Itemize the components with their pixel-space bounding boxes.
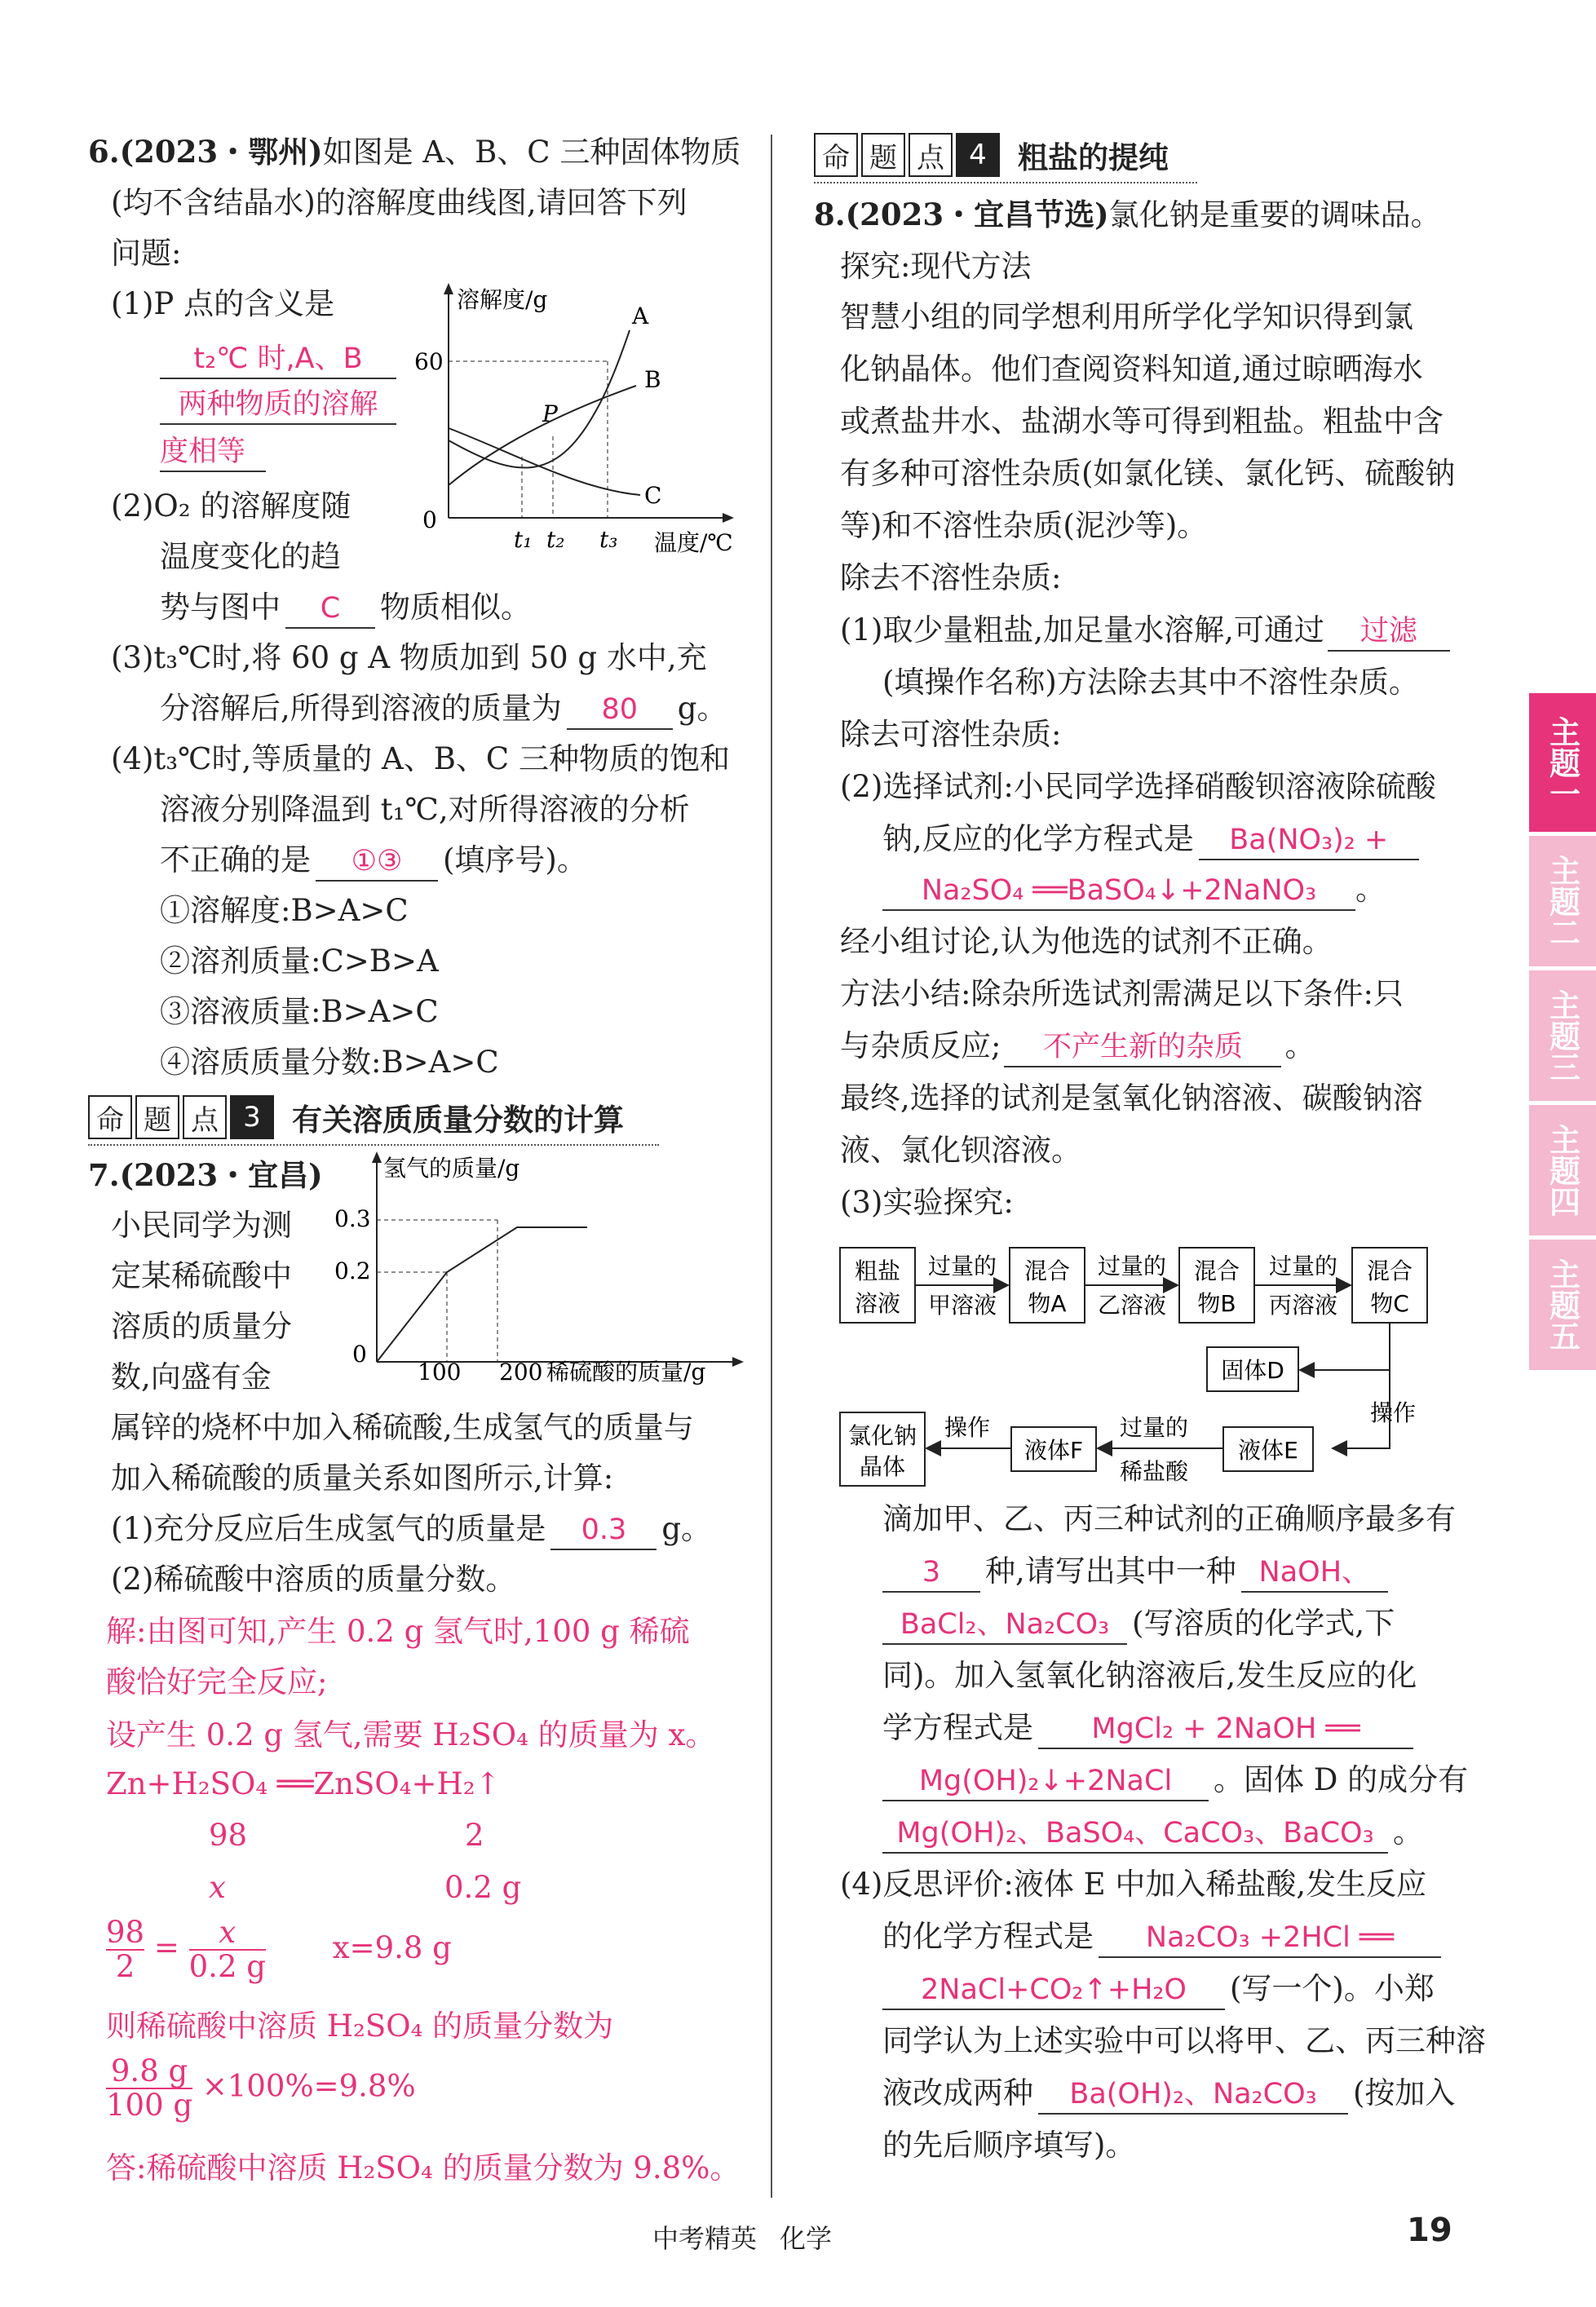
q8-line1: 探究:现代方法 <box>840 249 1032 284</box>
tab-topic-5[interactable]: 主题五 <box>1529 1240 1596 1370</box>
flow-text: 丙溶液 <box>1268 1292 1338 1319</box>
curve-c <box>449 428 640 495</box>
q8-part3: (3)实验探究: <box>840 1185 1014 1220</box>
text: 。 <box>1393 1814 1423 1850</box>
answer-blank[interactable]: ①③ <box>316 842 438 882</box>
text: 。 <box>1284 1028 1315 1063</box>
answer-blank[interactable]: 两种物质的溶解 <box>160 386 396 425</box>
section-header-4 <box>814 133 1197 177</box>
header-title: 有关溶质质量分数的计算 <box>292 1103 624 1138</box>
answer-blank[interactable]: Mg(OH)₂、BaSO₄、CaCO₃、BaCO₃ <box>882 1814 1388 1854</box>
q8-head: 8.(2023・宜昌节选) <box>814 197 1109 232</box>
q7-percentage <box>106 2055 416 2122</box>
text: 种,请写出其中一种 <box>985 1553 1236 1589</box>
q6-part1: (1)P 点的含义是 <box>111 286 335 321</box>
text: 分溶解后,所得到溶液的质量为 <box>160 691 562 726</box>
tab-topic-1[interactable]: 主题一 <box>1529 693 1596 832</box>
q7-line2: 定某稀硫酸中 <box>111 1258 292 1293</box>
text: g。 <box>677 691 727 726</box>
q8-line3: 化钠晶体。他们查阅资料知道,通过晾晒海水 <box>840 351 1423 387</box>
q8-part3f <box>882 1761 1468 1801</box>
point-p-label: P <box>542 400 558 427</box>
text: (写溶质的化学式,下 <box>1132 1606 1395 1641</box>
answer-blank[interactable]: MgCl₂ + 2NaOH ══ <box>1038 1710 1413 1749</box>
text: (填序号)。 <box>443 842 587 877</box>
q6-part1-answer2 <box>160 385 396 425</box>
x-tick-t1: t₁ <box>514 526 533 553</box>
text: 与杂质反应; <box>840 1028 1001 1063</box>
flow-text: 液体E <box>1238 1437 1298 1464</box>
hydrogen-line <box>377 1227 587 1362</box>
page-number: 19 <box>1407 2212 1452 2249</box>
answer-blank[interactable]: Na₂CO₃ +2HCl ══ <box>1099 1919 1441 1958</box>
q7-part1 <box>111 1510 711 1550</box>
q7-line1: 小民同学为测 <box>111 1208 292 1243</box>
q6-part2c <box>160 589 531 629</box>
flow-text: 稀盐酸 <box>1119 1458 1189 1485</box>
q7-solution8: 则稀硫酸中溶质 H₂SO₄ 的质量分数为 <box>106 2009 614 2044</box>
q7-molar-98: 98 <box>209 1818 248 1853</box>
text: (按加入 <box>1353 2075 1456 2110</box>
q8-part3g <box>882 1814 1423 1854</box>
q6-option1: ①溶解度:B>A>C <box>160 893 409 928</box>
curve-c-label: C <box>644 482 662 509</box>
q6-line2: (均不含结晶水)的溶解度曲线图,请回答下列 <box>111 185 687 220</box>
solubility-chart <box>400 281 763 563</box>
q6-option3: ③溶液质量:B>A>C <box>160 994 439 1029</box>
q8-line2: 智慧小组的同学想利用所学化学知识得到氯 <box>840 299 1413 334</box>
text: 势与图中 <box>160 590 281 625</box>
fraction-3: $\frac{9.8 g}{100 g}$ <box>106 2053 193 2123</box>
q8-part3a: 滴加甲、乙、丙三种试剂的正确顺序最多有 <box>882 1501 1456 1536</box>
text: g。 <box>661 1511 712 1546</box>
curve-b-label: B <box>644 366 661 393</box>
q8-line10: 方法小结:除杂所选试剂需满足以下条件:只 <box>840 976 1404 1011</box>
tab-topic-3[interactable]: 主题三 <box>1529 970 1596 1101</box>
x-tick-t3: t₃ <box>599 526 618 553</box>
flow-text: 氯化钠 <box>847 1422 917 1449</box>
text: 液改成两种 <box>882 2075 1033 2110</box>
flow-text: 粗盐 <box>854 1257 901 1284</box>
header-box: 命 <box>88 1095 132 1139</box>
tab-topic-2[interactable]: 主题二 <box>1529 836 1596 966</box>
result: ×100%=9.8% <box>201 2068 416 2104</box>
y-tick-03: 0.3 <box>334 1205 371 1232</box>
text: 的化学方程式是 <box>882 1919 1094 1954</box>
q8-part2c <box>882 871 1386 911</box>
hydrogen-chart <box>326 1148 750 1393</box>
q7-mass-02: 0.2 g <box>444 1870 522 1905</box>
header-box: 点 <box>183 1095 227 1139</box>
q6-option2: ②溶剂质量:C>B>A <box>160 944 439 979</box>
q8-part2b <box>882 820 1419 860</box>
text: (1)取少量粗盐,加足量水溶解,可通过 <box>840 612 1324 647</box>
q8-line13: 液、氯化钡溶液。 <box>840 1133 1081 1168</box>
q6-part4a: (4)t₃℃时,等质量的 A、B、C 三种物质的饱和 <box>111 741 731 776</box>
q7-solution3: 设产生 0.2 g 氢气,需要 H₂SO₄ 的质量为 x。 <box>106 1717 716 1752</box>
q8-part4c <box>882 1970 1435 2010</box>
answer-blank[interactable]: C <box>285 590 375 629</box>
q7-line6: 加入稀硫酸的质量关系如图所示,计算: <box>111 1461 614 1496</box>
answer-blank[interactable]: t₂℃ 时,A、B <box>160 340 396 379</box>
flow-text: 操作 <box>944 1414 991 1441</box>
q6-part1-answer1 <box>160 339 396 379</box>
q8-part3e <box>882 1709 1413 1749</box>
header-box: 命 <box>814 133 858 177</box>
q8-line6: 等)和不溶性杂质(泥沙等)。 <box>840 508 1208 543</box>
x-axis-label: 温度/℃ <box>654 529 733 556</box>
flow-text: 固体D <box>1221 1357 1284 1384</box>
header-title: 粗盐的提纯 <box>1018 140 1169 175</box>
q8-line9: 经小组讨论,认为他选的试剂不正确。 <box>840 924 1333 959</box>
q6-part4c <box>160 842 587 882</box>
q8-part1 <box>840 612 1450 652</box>
text: 学方程式是 <box>882 1710 1033 1745</box>
y-tick-60: 60 <box>414 348 444 375</box>
answer-blank[interactable]: NaOH、 <box>1241 1553 1388 1593</box>
q8-part2a: (2)选择试剂:小民同学选择硝酸钡溶液除硫酸 <box>840 769 1436 804</box>
answer-blank[interactable]: 2NaCl+CO₂↑+H₂O <box>882 1971 1225 2010</box>
text: 物质相似。 <box>380 590 531 625</box>
answer-blank[interactable]: Mg(OH)₂↓+2NaCl <box>882 1762 1209 1801</box>
answer-blank[interactable]: 3 <box>882 1553 980 1593</box>
flow-text: 物C <box>1370 1290 1409 1317</box>
text: 。 <box>1355 872 1386 907</box>
q7-answer: 答:稀硫酸中溶质 H₂SO₄ 的质量分数为 9.8%。 <box>106 2150 741 2185</box>
q8-line8: 除去可溶性杂质: <box>840 717 1062 752</box>
y-tick-02: 0.2 <box>334 1257 371 1284</box>
x-tick-t2: t₂ <box>546 526 565 553</box>
flow-text: 过量的 <box>1119 1414 1189 1441</box>
text: 。固体 D 的成分有 <box>1214 1762 1469 1797</box>
q8-part3b <box>882 1553 1388 1593</box>
q7-molar-2: 2 <box>465 1818 484 1853</box>
text: (写一个)。小郑 <box>1230 1971 1435 2006</box>
origin-label: 0 <box>422 506 437 533</box>
answer-blank[interactable]: Na₂SO₄ ══BaSO₄↓+2NaNO₃ <box>882 872 1355 911</box>
q8-line11 <box>840 1028 1315 1067</box>
q7-equation: Zn+H₂SO₄ ══ZnSO₄+H₂↑ <box>106 1766 501 1801</box>
curve-a-label: A <box>632 303 649 329</box>
flow-text: 溶液 <box>854 1290 901 1317</box>
flow-text: 混合 <box>1023 1257 1071 1284</box>
q6-part4b: 溶液分别降温到 t₁℃,对所得溶液的分析 <box>160 792 690 827</box>
flow-text: 过量的 <box>1097 1253 1167 1279</box>
answer-blank[interactable]: 度相等 <box>160 433 266 472</box>
book-title: 中考精英 <box>652 2223 758 2254</box>
q7-solution1: 解:由图可知,产生 0.2 g 氢气时,100 g 稀硫 <box>106 1614 690 1649</box>
answer-blank[interactable]: Ba(NO₃)₂ + <box>1199 821 1419 860</box>
text: (1)充分反应后生成氢气的质量是 <box>111 1511 546 1546</box>
q6-text: 如图是 A、B、C 三种固体物质 <box>322 135 741 170</box>
subject: 化学 <box>780 2223 833 2254</box>
answer-blank[interactable]: 过滤 <box>1328 612 1450 652</box>
q6-head: 6.(2023・鄂州) <box>88 134 323 170</box>
q6-part3a: (3)t₃℃时,将 60 g A 物质加到 50 g 水中,充 <box>111 640 707 675</box>
flow-text: 混合 <box>1193 1257 1240 1284</box>
flow-text: 物A <box>1028 1290 1067 1317</box>
flowchart <box>832 1240 1484 1492</box>
q7-mass-x: x <box>209 1870 226 1905</box>
header-number: 4 <box>956 133 1000 177</box>
q8-part3c <box>882 1605 1395 1645</box>
q8-part1b: (填操作名称)方法除去其中不溶性杂质。 <box>882 665 1419 700</box>
q6-line1 <box>88 133 741 171</box>
q6-option4: ④溶质质量分数:B>A>C <box>160 1045 499 1080</box>
flow-text: 乙溶液 <box>1097 1292 1167 1319</box>
q8-part4b <box>882 1918 1441 1958</box>
q8-part3d: 同)。加入氢氧化钠溶液后,发生反应的化 <box>882 1658 1417 1693</box>
q7-part2: (2)稀硫酸中溶质的质量分数。 <box>111 1562 516 1597</box>
text: 钠,反应的化学方程式是 <box>882 821 1194 856</box>
text: 氯化钠是重要的调味品。 <box>1108 197 1441 232</box>
answer-blank[interactable]: 80 <box>567 691 673 730</box>
answer-blank[interactable]: 不产生新的杂质 <box>1004 1028 1281 1067</box>
header-number: 3 <box>230 1095 274 1139</box>
q8-part4e <box>882 2075 1455 2115</box>
q6-part1-answer3 <box>160 432 266 472</box>
q8-line12: 最终,选择的试剂是氢氧化钠溶液、碳酸钠溶 <box>840 1081 1423 1116</box>
text: 不正确的是 <box>160 842 311 877</box>
q8-part4a: (4)反思评价:液体 E 中加入稀盐酸,发生反应 <box>840 1867 1427 1902</box>
answer-blank[interactable]: BaCl₂、Na₂CO₃ <box>882 1606 1127 1645</box>
q6-part2b: 温度变化的趋 <box>160 539 341 574</box>
header-box: 点 <box>909 133 953 177</box>
q7-line3: 溶质的质量分 <box>111 1309 292 1344</box>
q8-part4d: 同学认为上述实验中可以将甲、乙、丙三种溶 <box>882 2023 1486 2058</box>
q8-line5: 有多种可溶性杂质(如氯化镁、氯化钙、硫酸钠 <box>840 456 1456 491</box>
q8-line7: 除去不溶性杂质: <box>840 560 1062 595</box>
tab-topic-4[interactable]: 主题四 <box>1529 1105 1596 1235</box>
x-tick-200: 200 <box>499 1359 543 1386</box>
q7-head: 7.(2023・宜昌) <box>88 1157 323 1193</box>
q6-line3: 问题: <box>111 236 182 271</box>
flow-text: 过量的 <box>927 1253 997 1279</box>
flow-text: 过量的 <box>1268 1253 1338 1279</box>
flow-text: 物B <box>1197 1290 1236 1317</box>
header-box: 题 <box>135 1095 179 1139</box>
q7-line4: 数,向盛有金 <box>111 1359 272 1394</box>
q8-part4g: 的先后顺序填写)。 <box>882 2128 1136 2163</box>
y-axis-label: 氢气的质量/g <box>383 1155 520 1182</box>
flow-text: 甲溶液 <box>927 1292 997 1319</box>
flow-text: 晶体 <box>859 1453 906 1480</box>
q8-line4: 或煮盐井水、盐湖水等可得到粗盐。粗盐中含 <box>840 404 1443 439</box>
q7-line5: 属锌的烧杯中加入稀硫酸,生成氢气的质量与 <box>111 1410 694 1445</box>
q6-part3b <box>160 690 727 730</box>
x-axis-label: 稀硫酸的质量/g <box>546 1359 706 1386</box>
flow-text: 液体F <box>1023 1437 1084 1464</box>
answer-blank[interactable]: Ba(OH)₂、Na₂CO₃ <box>1038 2075 1348 2115</box>
fraction-1: $\frac{98}{2}$ <box>106 1915 145 1984</box>
footer-book <box>652 2218 832 2256</box>
q8-line0 <box>814 196 1441 234</box>
section-header-3 <box>88 1095 659 1139</box>
origin-label: 0 <box>352 1341 367 1368</box>
q7-solution2: 酸恰好完全反应; <box>106 1664 328 1699</box>
column-divider <box>771 135 772 2198</box>
header-box: 题 <box>861 133 905 177</box>
fraction-2: $\frac{x}{0.2 g}$ <box>188 1915 266 1984</box>
x-tick-100: 100 <box>418 1359 462 1386</box>
result: x=9.8 g <box>332 1929 452 1965</box>
q6-part2a: (2)O₂ 的溶解度随 <box>111 488 351 524</box>
y-axis-label: 溶解度/g <box>457 286 548 313</box>
flow-text: 操作 <box>1370 1399 1417 1426</box>
answer-blank[interactable]: 0.3 <box>550 1511 657 1550</box>
flow-text: 混合 <box>1366 1257 1413 1284</box>
q7-proportion: $\frac{98}{2}$ = $\frac{x}{0.2 g}$ x=9.8 g <box>106 1915 452 1984</box>
